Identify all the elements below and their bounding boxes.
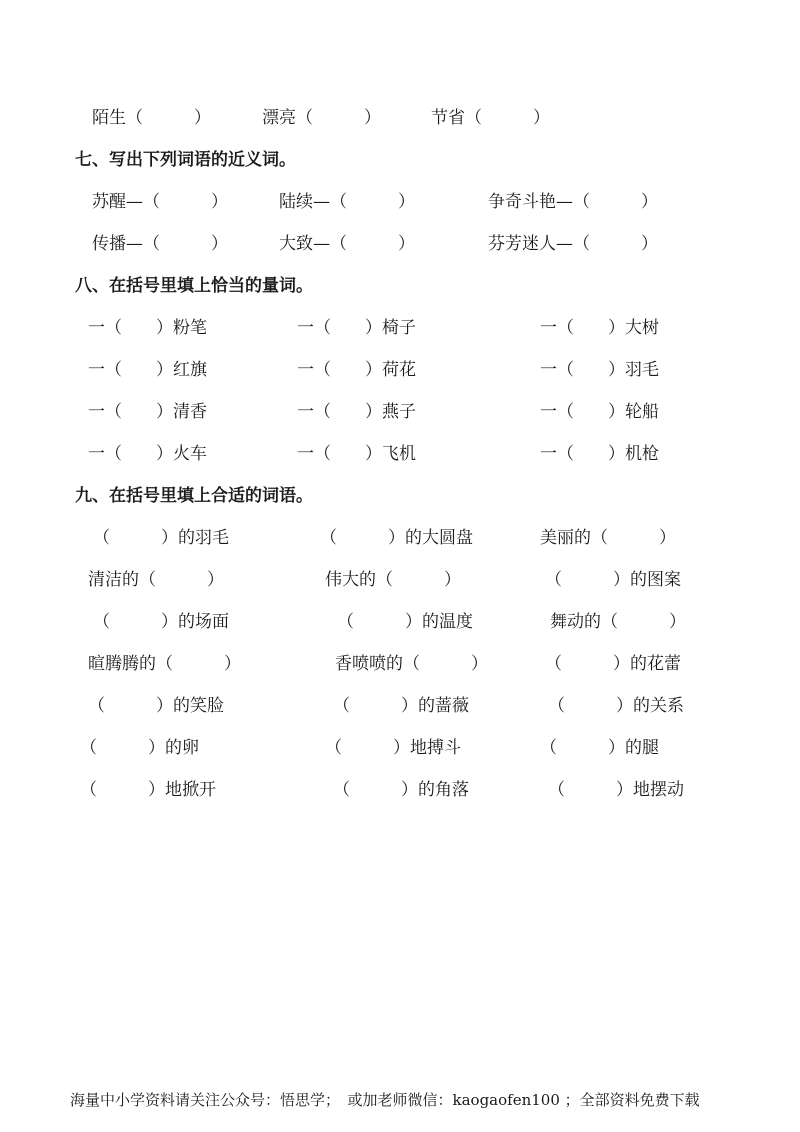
phrase-item: （ ）的腿 <box>540 738 659 758</box>
measure-word-item: 一（ ）轮船 <box>540 402 659 422</box>
antonym-item: 漂亮（ ） <box>262 108 381 128</box>
section-9-row <box>0 775 800 805</box>
section-9-row <box>0 691 800 721</box>
measure-word-item: 一（ ）红旗 <box>88 360 207 380</box>
phrase-item: （ ）的大圆盘 <box>320 528 473 548</box>
section-8-title: 八、在括号里填上恰当的量词。 <box>75 276 313 296</box>
phrase-item: 美丽的（ ） <box>540 528 676 548</box>
section-8-row <box>0 397 800 427</box>
section-9-title: 九、在括号里填上合适的词语。 <box>75 486 313 506</box>
synonym-item: 芬芳迷人—（ ） <box>488 234 658 254</box>
measure-word-item: 一（ ）机枪 <box>540 444 659 464</box>
section-7-row <box>0 187 800 217</box>
synonym-item: 苏醒—（ ） <box>92 192 228 212</box>
phrase-item: 香喷喷的（ ） <box>335 654 488 674</box>
section-7-row <box>0 229 800 259</box>
section-9-row <box>0 733 800 763</box>
section-8-row <box>0 313 800 343</box>
phrase-item: （ ）的角落 <box>333 780 469 800</box>
phrase-item: （ ）的花蕾 <box>545 654 681 674</box>
antonym-item: 节省（ ） <box>431 108 550 128</box>
phrase-item: （ ）地掀开 <box>80 780 216 800</box>
synonym-item: 大致—（ ） <box>279 234 415 254</box>
phrase-item: （ ）的温度 <box>337 612 473 632</box>
section-9-row <box>0 607 800 637</box>
section-9-row <box>0 649 800 679</box>
phrase-item: （ ）的羽毛 <box>93 528 229 548</box>
antonyms-row <box>0 103 800 133</box>
phrase-item: （ ）的图案 <box>545 570 681 590</box>
phrase-item: （ ）的场面 <box>93 612 229 632</box>
phrase-item: （ ）的蔷薇 <box>333 696 469 716</box>
section-9-row <box>0 565 800 595</box>
section-8-row <box>0 355 800 385</box>
synonym-item: 传播—（ ） <box>92 234 228 254</box>
measure-word-item: 一（ ）燕子 <box>297 402 416 422</box>
phrase-item: 舞动的（ ） <box>550 612 686 632</box>
measure-word-item: 一（ ）火车 <box>88 444 207 464</box>
section-7-title: 七、写出下列词语的近义词。 <box>75 150 296 170</box>
synonym-item: 争奇斗艳—（ ） <box>488 192 658 212</box>
phrase-item: 伟大的（ ） <box>325 570 461 590</box>
measure-word-item: 一（ ）羽毛 <box>540 360 659 380</box>
phrase-item: （ ）地摆动 <box>548 780 684 800</box>
section-8-row <box>0 439 800 469</box>
measure-word-item: 一（ ）大树 <box>540 318 659 338</box>
antonym-item: 陌生（ ） <box>92 108 211 128</box>
phrase-item: （ ）的笑脸 <box>88 696 224 716</box>
phrase-item: 暄腾腾的（ ） <box>88 654 241 674</box>
phrase-item: （ ）地搏斗 <box>325 738 461 758</box>
phrase-item: （ ）的卵 <box>80 738 199 758</box>
measure-word-item: 一（ ）椅子 <box>297 318 416 338</box>
phrase-item: 清洁的（ ） <box>88 570 224 590</box>
measure-word-item: 一（ ）飞机 <box>297 444 416 464</box>
measure-word-item: 一（ ）清香 <box>88 402 207 422</box>
measure-word-item: 一（ ）粉笔 <box>88 318 207 338</box>
phrase-item: （ ）的关系 <box>548 696 684 716</box>
section-9-row <box>0 523 800 553</box>
measure-word-item: 一（ ）荷花 <box>297 360 416 380</box>
synonym-item: 陆续—（ ） <box>279 192 415 212</box>
page-footer: 海量中小学资料请关注公众号：悟思学； 或加老师微信：kaogaofen100 ；全部资料免费下载 <box>70 1091 700 1109</box>
